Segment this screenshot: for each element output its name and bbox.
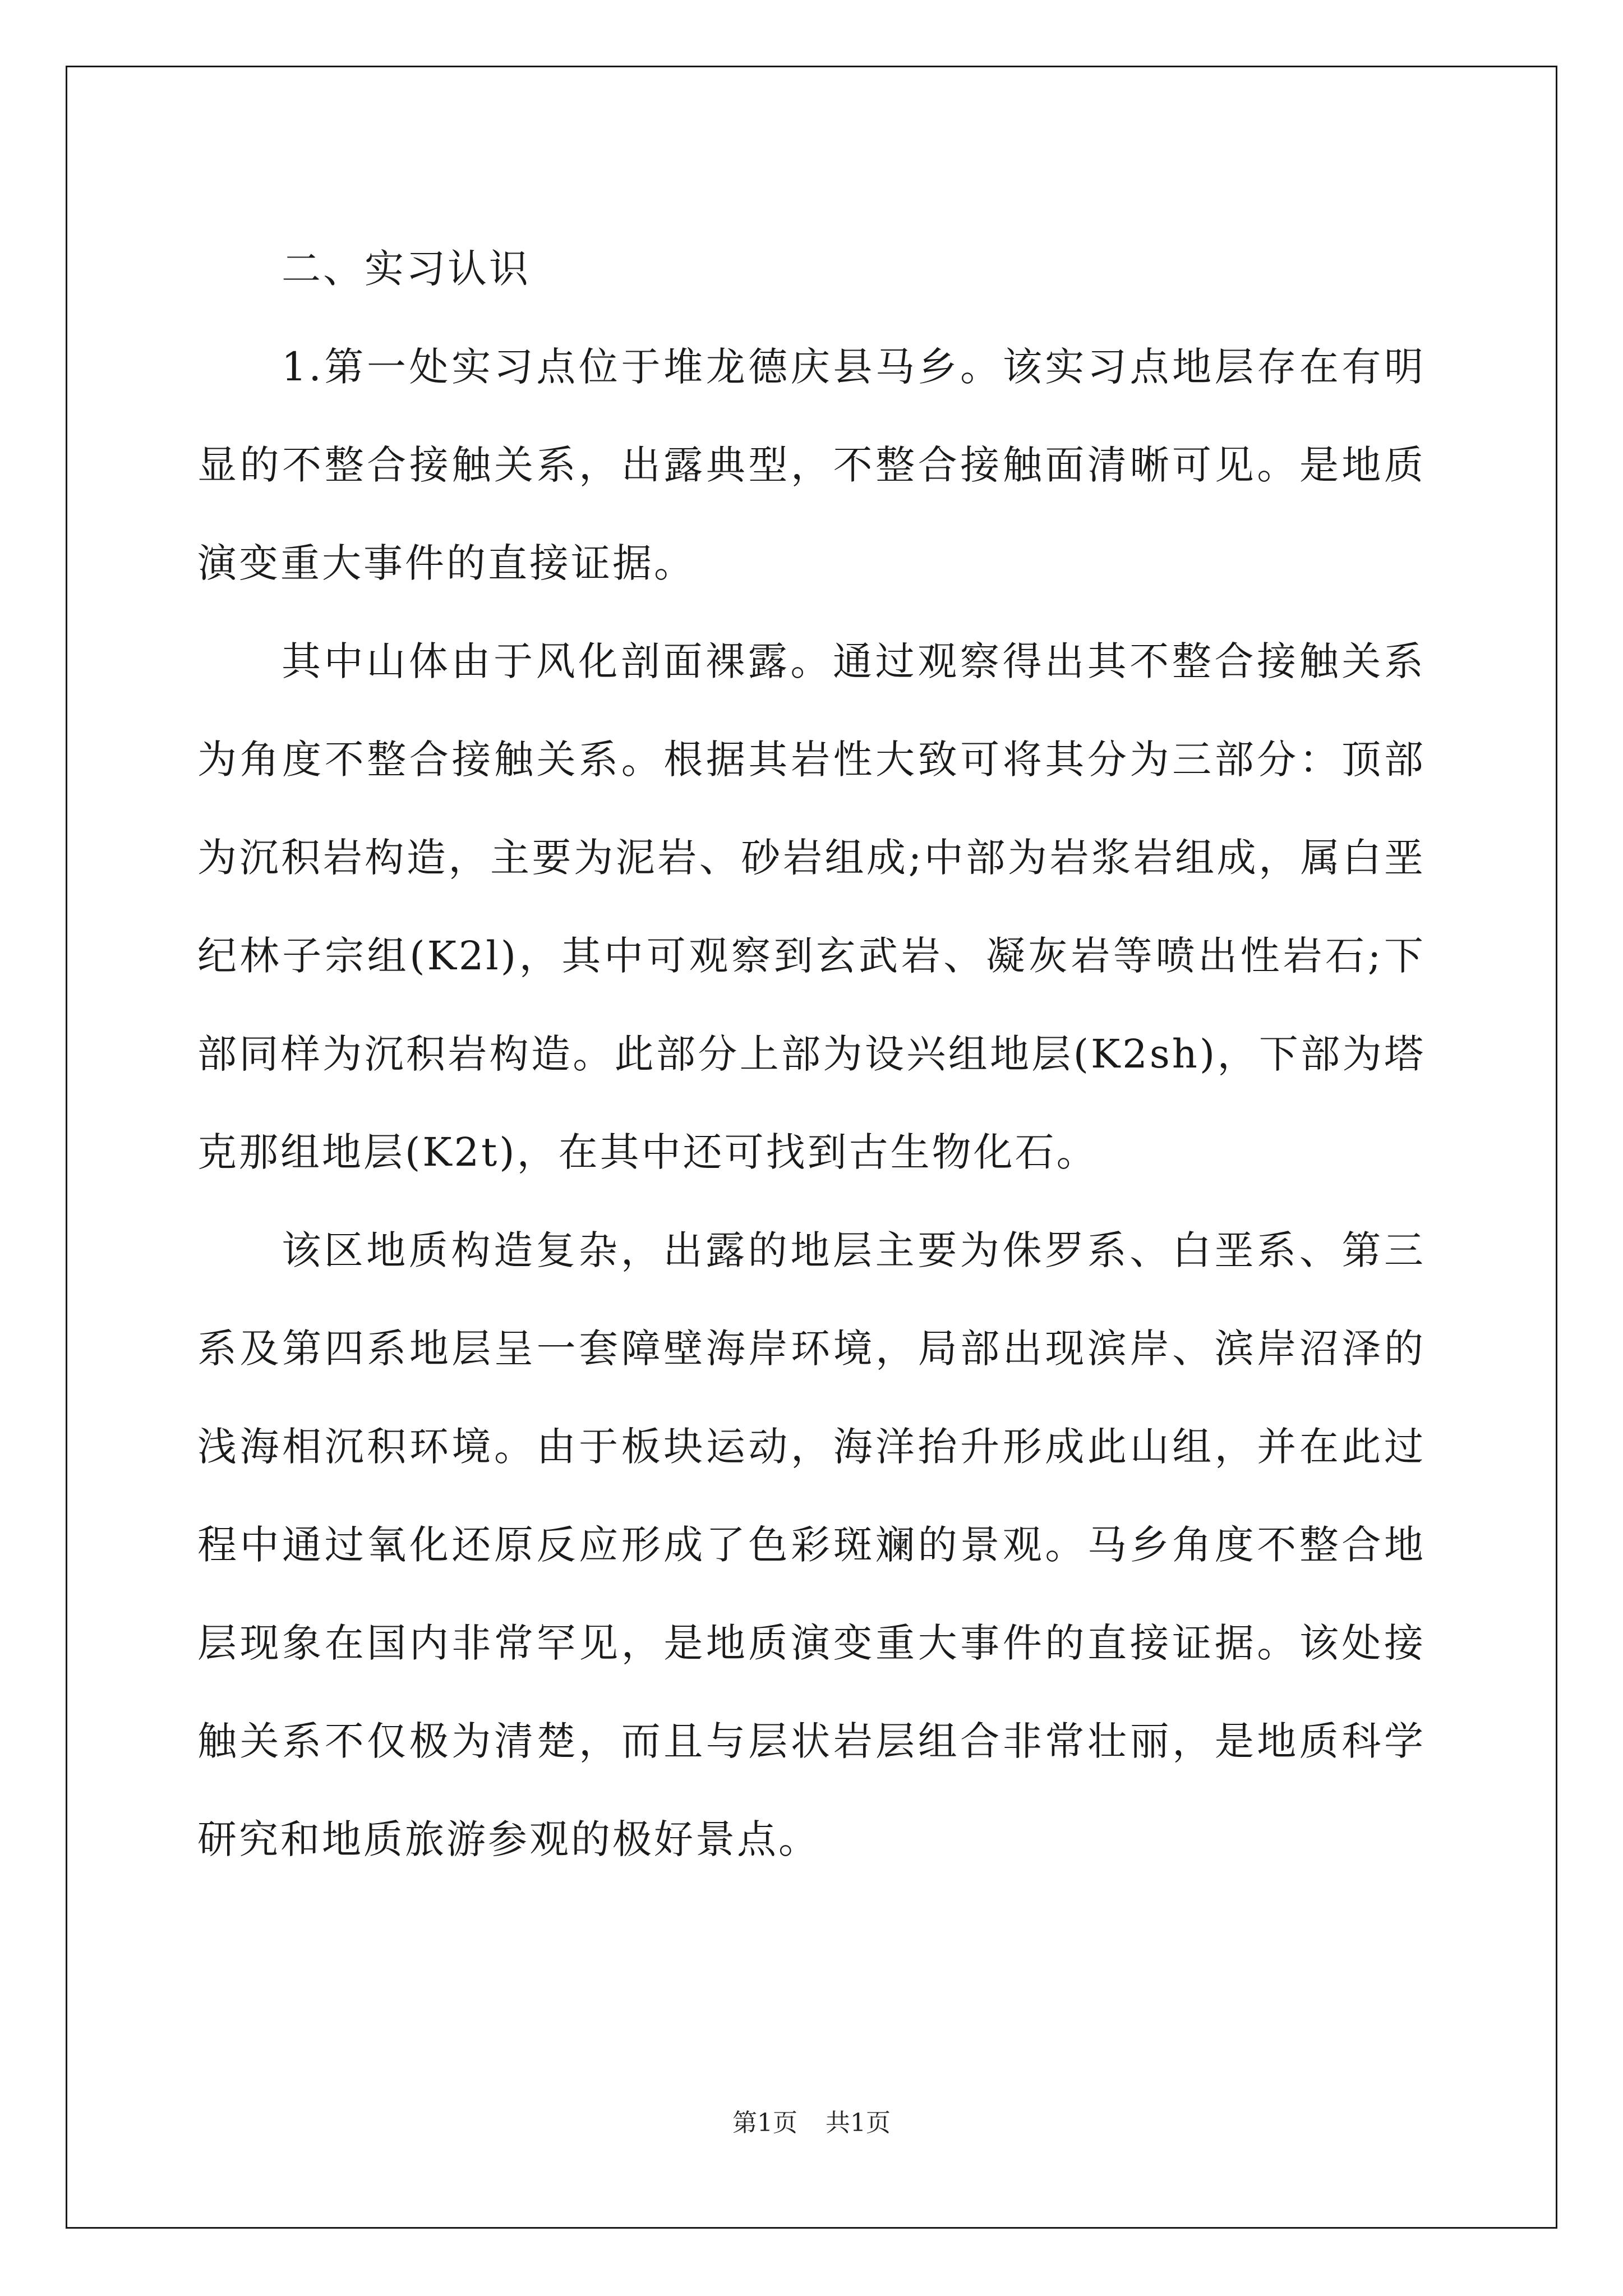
page-total: 共1页 xyxy=(826,2109,891,2137)
page-number: 第1页 xyxy=(732,2109,797,2137)
section-heading: 二、实习认识 xyxy=(282,246,531,292)
paragraph-2: 其中山体由于风化剖面裸露。通过观察得出其不整合接触关系为角度不整合接触关系。根据其岩性大致可将其分为三部分：顶部为沉积岩构造，主要为泥岩、砂岩组成;中部为岩浆岩组成，属白垩纪林子宗组(K2l)，其中可观察到玄武岩、凝灰岩等喷出性岩石;下部同样为沉积岩构造。此部分上部为设兴组地层(K2sh)，下部为塔克那组地层(K2t)，在其中还可找到古生物化石。 xyxy=(197,638,1426,1175)
page-footer xyxy=(0,2102,1623,2138)
paragraph-1: 1.第一处实习点位于堆龙德庆县马乡。该实习点地层存在有明显的不整合接触关系，出露典型，不整合接触面清晰可见。是地质演变重大事件的直接证据。 xyxy=(197,344,1426,586)
paragraph-3: 该区地质构造复杂，出露的地层主要为侏罗系、白垩系、第三系及第四系地层呈一套障壁海岸环境，局部出现滨岸、滨岸沼泽的浅海相沉积环境。由于板块运动，海洋抬升形成此山组，并在此过程中通过氧化还原反应形成了色彩斑斓的景观。马乡角度不整合地层现象在国内非常罕见，是地质演变重大事件的直接证据。该处接触关系不仅极为清楚，而且与层状岩层组合非常壮丽，是地质科学研究和地质旅游参观的极好景点。 xyxy=(197,1227,1426,1862)
document-body xyxy=(197,220,1426,1889)
